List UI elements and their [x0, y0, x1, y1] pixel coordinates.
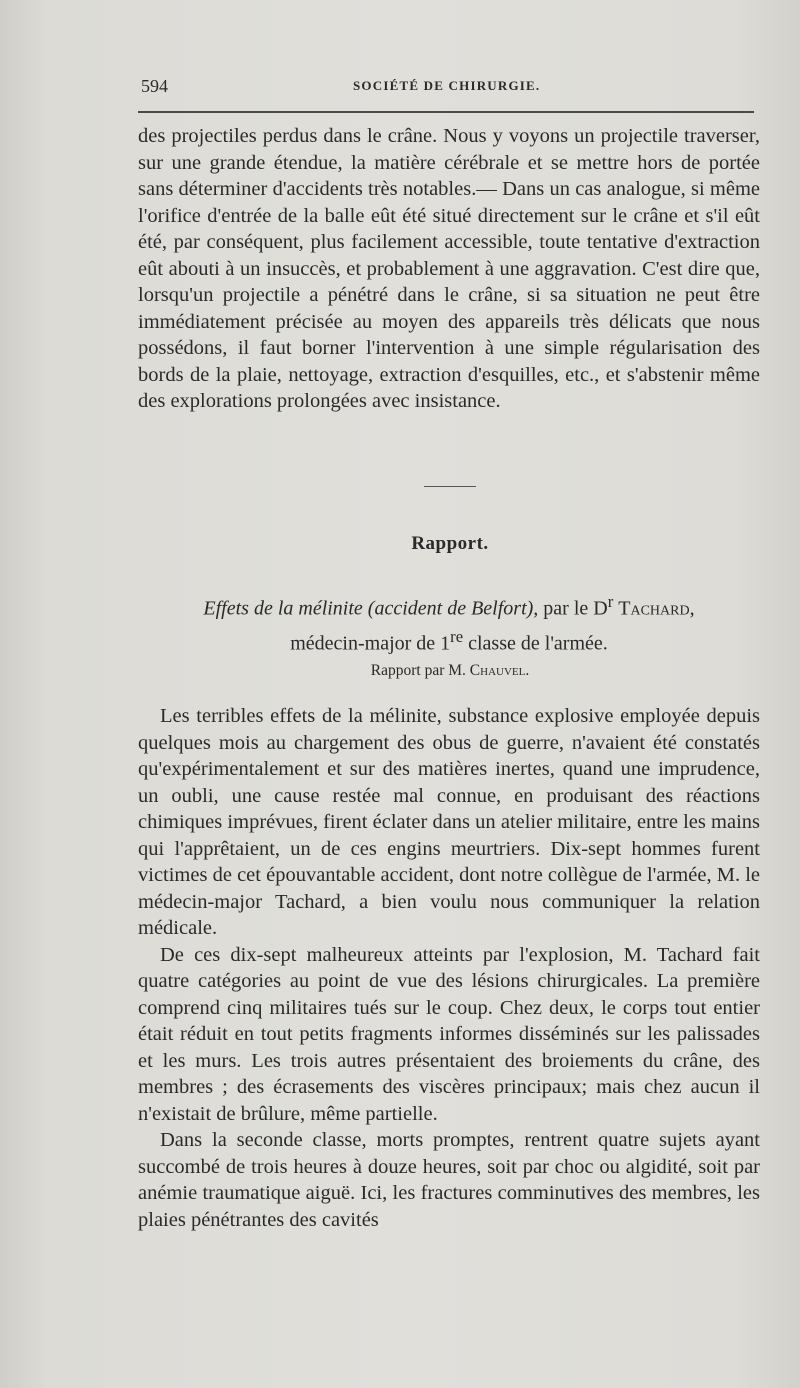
intro-paragraph: des projectiles perdus dans le crâne. Nous y voyons un projectile traverser, sur une grande étendue, la matière cérébrale et se mettre hors de portée sans déterminer d'accidents très notables.— Dans un cas analogue, si même l'orifice d'entrée de la balle eût été situé directement sur le crâne et s'il eût été, par conséquent, plus facilement accessible, toute tentative d'extraction eût abouti à un insuccès, et probablement à une aggravation. C'est dire que, lorsqu'un projectile a pénétré dans le crâne, si sa situation ne peut être immédiatement précisée au moyen des appareils très délicats que nous possédons, il faut borner l'intervention à une simple régularisation des bords de la plaie, nettoyage, extraction d'esquilles, etc., et s'abstenir même des explorations prolongées avec insistance. — [138, 125, 760, 412]
section-title: Rapport. — [411, 533, 489, 554]
report-paragraph-3: Dans la seconde classe, morts promptes, rentrent quatre sujets ayant succombé de trois heures à douze heures, soit par choc ou algidité, soit par anémie traumatique aiguë. Ici, les fractures comminutives des membres, les plaies pénétrantes des cavités — [138, 1129, 760, 1231]
running-title: SOCIÉTÉ DE CHIRURGIE. — [353, 78, 541, 93]
article-title-italic: Effets de la mélinite (accident de Belfort), — [203, 597, 539, 620]
article-title: Effets de la mélinite (accident de Belfort), par le $D^r$ Tachard, médecin-major de 1re classe de l'armée. — [203, 592, 695, 655]
reporter-line — [0, 662, 800, 680]
reporter-name: Chauvel. — [469, 662, 530, 679]
report-paragraph-1: Les terribles effets de la mélinite, substance explosive employée depuis quelques mois au chargement des obus de guerre, n'avaient été constatés qu'expérimentalement et sur des matières inertes, quand une imprudence, un oubli, une cause restée mal connue, en produisant des réactions chimiques imprévues, firent éclater dans un atelier militaire, entre les mains qui l'apprêtaient, un de ces engins meurtriers. Dix-sept hommes furent victimes de cet épouvantable accident, dont notre collègue de l'armée, M. le médecin-major Tachard, a bien voulu nous communiquer la relation médicale. — [138, 705, 760, 939]
report-text-block — [138, 703, 760, 1233]
article-author: Tachard — [618, 597, 690, 620]
reporter-prefix: Rapport par M. — [370, 662, 470, 679]
report-paragraph-2: De ces dix-sept malheureux atteints par l'explosion, M. Tachard fait quatre catégories au point de vue des lésions chirurgicales. La première comprend cinq militaires tués sur le coup. Chez deux, le corps tout entier était réduit en tout petits fragments informes disséminés sur les palissades et les murs. Les trois autres présentaient des broiements du crâne, des membres ; des écrasements des viscères principaux; mais chez aucun il n'existait de brûlure, même partielle. — [138, 943, 760, 1125]
article-title-by: par le D — [538, 597, 608, 620]
header-rule — [138, 111, 754, 113]
dr-superscript: r — [607, 592, 614, 611]
intro-text-block — [138, 123, 760, 415]
article-title-line2-start: médecin-major de 1 — [290, 632, 451, 655]
separator-rule — [424, 486, 476, 487]
article-title-line2-end: classe de l'armée. — [463, 632, 608, 655]
class-superscript: re — [450, 626, 464, 646]
page-number: 594 — [141, 76, 168, 96]
